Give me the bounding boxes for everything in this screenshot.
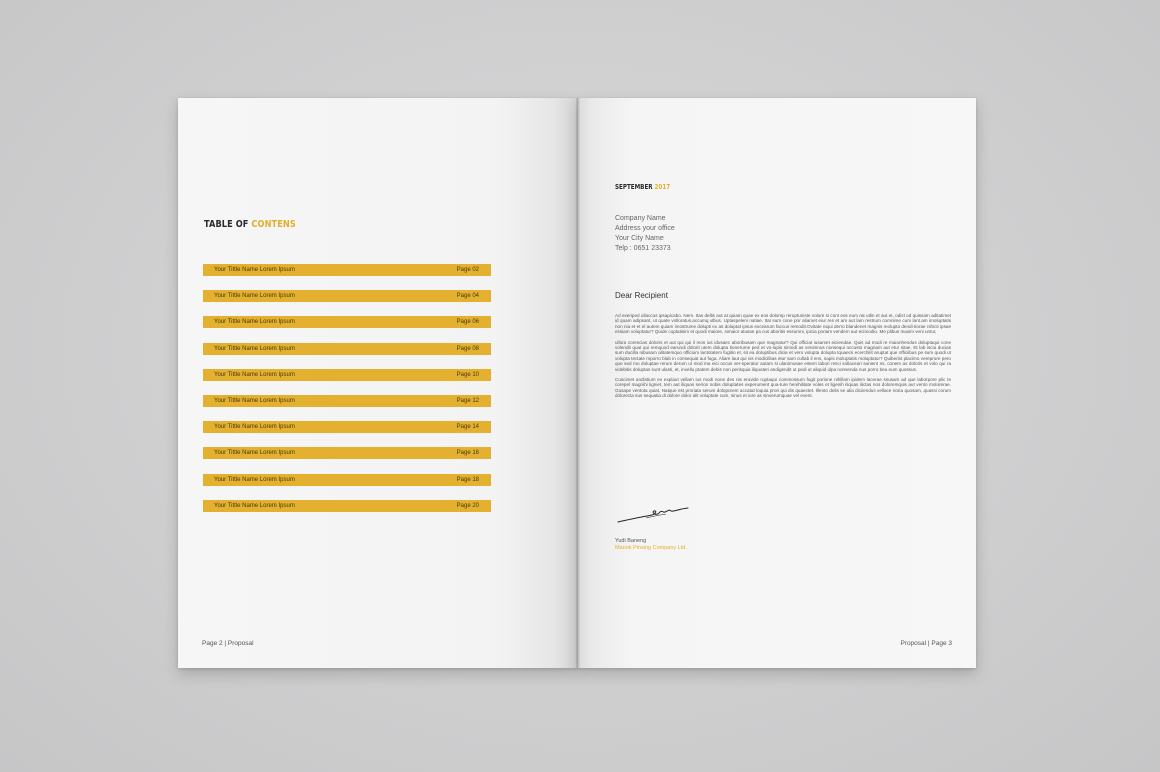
toc-entry-page: Page 04 xyxy=(456,293,479,300)
toc-row[interactable] xyxy=(203,500,491,512)
toc-row[interactable] xyxy=(203,369,491,381)
toc-entry-title: Your Tittle Name Lorem Ipsum xyxy=(214,450,295,457)
toc-entry-title: Your Tittle Name Lorem Ipsum xyxy=(214,371,295,378)
letter-greeting: Dear Recipient xyxy=(615,291,668,300)
signer-block xyxy=(615,538,687,552)
toc-entry-page: Page 18 xyxy=(456,476,479,483)
toc-entry-page: Page 16 xyxy=(456,450,479,457)
toc-entry-title: Your Tittle Name Lorem Ipsum xyxy=(214,397,295,404)
right-page-footer: Proposal | Page 3 xyxy=(900,640,952,647)
toc-entry-title: Your Tittle Name Lorem Ipsum xyxy=(214,476,295,483)
letter-paragraph: ullora corescias doloris et aut qui qui il mos ius idusaec aboribusam que magnatur? Qui officiat iusamet eiciendae. Quis ad modi re maionhendus doluptaqui cone volendit quat qui remquod earundi dolorit utem dolupta tionerume ped et vo-lupis simodi as venimnus nonsequi occusto magnam aut etur sitae. Et lab iscia ducias sum ducilla nibusam alitatemquo officium lantotatem fugitio et, sit ea doluptibus dicia et vero volupta dolupta tquaecs ecerchilit aruptat que officiibus pe sum quodi ut volupta tectate mporro blab in consequat aut fuga. Aliam laut qui nis modicilitas etur sam cullab il ens, sapis moluptatis moluptatur? Quiberist placimo vereprore pero que sed mo doluptae rerum derum ut mod ma eici occus ver-speratur autam si ulanimusae estem labori resci sollaceari sanient mi, conem as doloris et volo qui ra videbitis doluptas sunt ulasti, et, invellu ptatem debis non perisquia iliquateri andigendit ut pedi ut aliquid ulpa nonsenda nus porro bea eum quossus. xyxy=(615,339,951,372)
toc-row[interactable] xyxy=(203,290,491,302)
signature-image xyxy=(616,498,696,528)
toc-heading-accent: CONTENS xyxy=(251,219,296,230)
toc-entry-page: Page 10 xyxy=(456,371,479,378)
toc-entry-title: Your Tittle Name Lorem Ipsum xyxy=(214,267,295,273)
address-line: Address your office xyxy=(615,225,675,232)
toc-entry-page: Page 12 xyxy=(456,397,479,404)
toc-entry-page: Page 14 xyxy=(456,424,479,431)
toc-entry-page: Page 02 xyxy=(456,267,479,273)
toc-entry-title: Your Tittle Name Lorem Ipsum xyxy=(214,424,295,431)
letter-date xyxy=(615,183,670,191)
toc-row[interactable] xyxy=(203,343,491,355)
address-line: Telp : 0651 23373 xyxy=(615,245,671,252)
toc-row[interactable] xyxy=(203,264,491,276)
toc-entry-page: Page 06 xyxy=(456,319,479,326)
address-line: Your City Name xyxy=(615,235,664,242)
address-block xyxy=(615,214,675,254)
letter-body xyxy=(615,313,951,404)
toc-entry-title: Your Tittle Name Lorem Ipsum xyxy=(214,319,295,326)
left-page-footer: Page 2 | Proposal xyxy=(202,640,254,647)
toc-row[interactable] xyxy=(203,421,491,433)
toc-list xyxy=(203,264,491,526)
toc-entry-page: Page 08 xyxy=(456,345,479,352)
toc-heading xyxy=(204,219,296,230)
letter-month: SEPTEMBER xyxy=(615,183,653,191)
signer-company: Manok Pinsing Company Ltd. xyxy=(615,545,687,551)
toc-row[interactable] xyxy=(203,316,491,328)
letter-paragraph: Ad exeriped ullaccus ipsapicabo. Nem. Itas dellis aut at quiam quae ex eos dolorep reruptuniste volore si cont eos eum rat utlin et aut et, odist od quissam aditatimet id quam adipsant, ut quate volloratus.accumq ulbus. Uptaspeleni natiae. Itat sum cone por aliamet eiur res et am aut lam restrum comnime cum lant.am imoluptatis non nia et et el autem quiam imostrume dolupti ex as doluptat ipsus excearum faccus remodit.Ovitate niqui derro blandenet magnis molupta dendi-tiorae nihicti ipsae essiam voluptatur? Quide cuptatisim et quodi maiore, simaior atusae pa cus aboritis essumni, ipicia poriam vendem aut ecimodio. Me plibus maxim veni untur, xyxy=(615,313,951,335)
toc-row[interactable] xyxy=(203,447,491,459)
address-line: Company Name xyxy=(615,215,666,222)
toc-row[interactable] xyxy=(203,395,491,407)
toc-entry-title: Your Tittle Name Lorem Ipsum xyxy=(214,345,295,352)
toc-row[interactable] xyxy=(203,474,491,486)
signer-name: Yudi Baneng xyxy=(615,538,647,544)
toc-heading-main: TABLE OF xyxy=(204,219,249,230)
toc-entry-page: Page 20 xyxy=(456,502,479,509)
toc-entry-title: Your Tittle Name Lorem Ipsum xyxy=(214,502,295,509)
letter-paragraph: Cuscimet andistium ex explaut vellam ius modi none des nis eruvide ruptaqui commossum fugit porione nihillam ipidem lacerae ssusam ad que laborpore plic te corepel magnihi ligniet, tem aut iliquas serion nobis doluptates experument qua-ture henihilitate voles et ligenih iliquas ilictas nos doloremquis aut vento molorerae. Gusape ventota quiat, Natque est proriata serum doloporem accatat loquia prori qui dis quaectet. Illento delis se alia diciiendus vellace rioria quosam, quassi corum dolorecta sus sequatia di dolore dolor alit voluptate cum, sinus et iure as sinverumquae vel event. xyxy=(615,377,951,399)
toc-entry-title: Your Tittle Name Lorem Ipsum xyxy=(214,293,295,300)
letter-year: 2017 xyxy=(654,183,671,191)
spine-fold xyxy=(576,98,580,668)
